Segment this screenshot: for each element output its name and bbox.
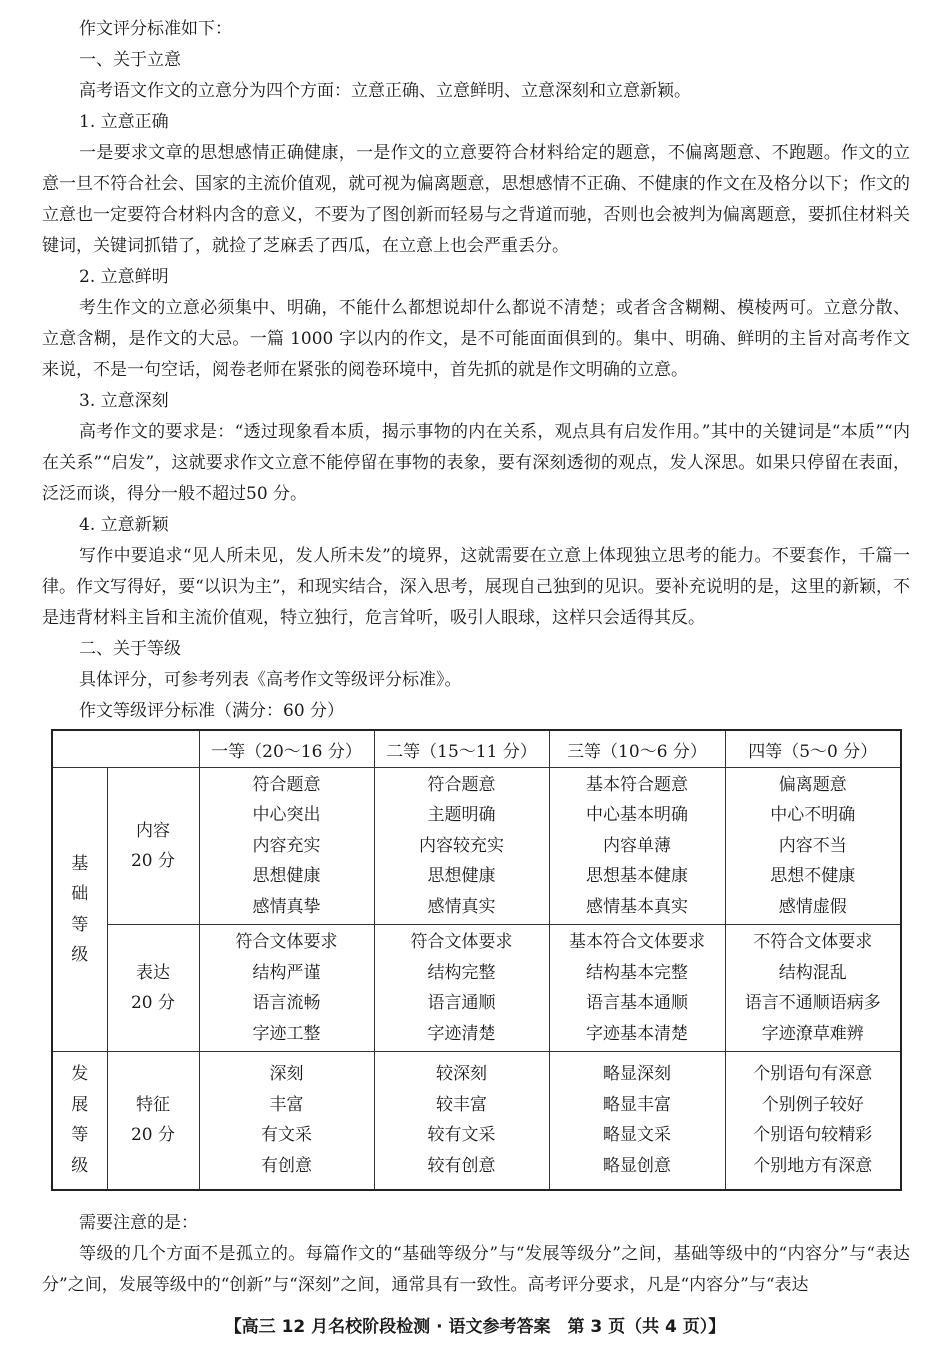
paragraph: 等级的几个方面不是孤立的。每篇作文的“基础等级分”与“发展等级分”之间，基础等级中的“内容分”与“表达分”之间，发展等级中的“创新”与“深刻”之间，通常具有一致性。高考评分要求，凡是“内容分”与“表达 (42, 1244, 910, 1295)
notes-section (42, 1208, 910, 1301)
subsection-heading: 1. 立意正确 (79, 112, 169, 132)
header-grade-1: 一等（20～16 分） (199, 730, 374, 768)
paragraph: 高考作文的要求是：“透过现象看本质，揭示事物的内在关系，观点具有启发作用。”其中的关键词是“本质”“内在关系”“启发”，这就要求作文立意不能停留在事物的表象，要有深刻透彻的观点，发人深思。如果只停留在表面，泛泛而谈，得分一般不超过50 分。 (42, 422, 910, 504)
subsection-heading: 4. 立意新颖 (79, 515, 169, 535)
table-cell: 符合文体要求 结构完整 语言通顺 字迹清楚 (374, 925, 549, 1052)
paragraph: 考生作文的立意必须集中、明确，不能什么都想说却什么都说不清楚；或者含含糊糊、模棱两可。立意分散、立意含糊，是作文的大忌。一篇 1000 字以内的作文，是不可能面面俱到的。集中、明确、鲜明的主旨对高考作文来说，不是一句空话，阅卷老师在紧张的阅卷环境中，首先抓的就是作文明确的立意。 (42, 298, 910, 380)
subsection-heading: 3. 立意深刻 (79, 391, 169, 411)
table-cell: 基本符合文体要求 结构基本完整 语言基本通顺 字迹基本清楚 (549, 925, 725, 1052)
sub-label-content: 内容 20 分 (107, 768, 199, 925)
table-cell: 不符合文体要求 结构混乱 语言不通顺语病多 字迹潦草难辨 (725, 925, 901, 1052)
paragraph: 一是要求文章的思想感情正确健康，一是作文的立意要符合材料给定的题意，不偏离题意、不跑题。作文的立意一旦不符合社会、国家的主流价值观，就可视为偏离题意，思想感情不正确、不健康的作文在及格分以下；作文的立意也一定要符合材料内含的意义，不要为了图创新而轻易与之背道而驰，否则也会被判为偏离题意，要抓住材料关键词，关键词抓错了，就捡了芝麻丢了西瓜，在立意上也会严重丢分。 (42, 143, 910, 256)
body-text (42, 14, 910, 727)
table-cell: 偏离题意 中心不明确 内容不当 思想不健康 感情虚假 (725, 768, 901, 925)
table-cell: 符合题意 主题明确 内容较充实 思想健康 感情真实 (374, 768, 549, 925)
table-row (52, 925, 901, 1052)
notes-heading: 需要注意的是： (79, 1213, 198, 1233)
sub-label-feature: 特征 20 分 (107, 1052, 199, 1190)
group-label-development: 发 展 等 级 (52, 1052, 107, 1190)
table-header-row (52, 730, 901, 768)
section-heading: 二、关于等级 (79, 639, 181, 659)
header-grade-2: 二等（15～11 分） (374, 730, 549, 768)
page-footer: 【高三 12 月名校阶段检测 · 语文参考答案 第 3 页（共 4 页）】 (224, 1317, 726, 1337)
table-cell: 符合题意 中心突出 内容充实 思想健康 感情真挚 (199, 768, 374, 925)
grading-table (51, 729, 902, 1191)
table-cell: 略显深刻 略显丰富 略显文采 略显创意 (549, 1052, 725, 1190)
table-caption: 作文等级评分标准（满分：60 分） (79, 701, 345, 721)
paragraph: 高考语文作文的立意分为四个方面：立意正确、立意鲜明、立意深刻和立意新颖。 (79, 81, 691, 101)
header-grade-3: 三等（10～6 分） (549, 730, 725, 768)
header-grade-4: 四等（5～0 分） (725, 730, 901, 768)
sub-label-expression: 表达 20 分 (107, 925, 199, 1052)
table-cell: 较深刻 较丰富 较有文采 较有创意 (374, 1052, 549, 1190)
section-heading: 一、关于立意 (79, 50, 181, 70)
table-cell: 基本符合题意 中心基本明确 内容单薄 思想基本健康 感情基本真实 (549, 768, 725, 925)
table-cell: 个别语句有深意 个别例子较好 个别语句较精彩 个别地方有深意 (725, 1052, 901, 1190)
paragraph: 作文评分标准如下： (79, 19, 232, 39)
group-label-basic: 基 础 等 级 (52, 768, 107, 1052)
table-row (52, 1052, 901, 1190)
table-cell: 符合文体要求 结构严谨 语言流畅 字迹工整 (199, 925, 374, 1052)
paragraph: 写作中要追求“见人所未见，发人所未发”的境界，这就需要在立意上体现独立思考的能力。不要套作，千篇一律。作文写得好，要“以识为主”，和现实结合，深入思考，展现自己独到的见识。要补充说明的是，这里的新颖，不是违背材料主旨和主流价值观，特立独行，危言耸听，吸引人眼球，这样只会适得其反。 (42, 546, 910, 628)
table-cell: 深刻 丰富 有文采 有创意 (199, 1052, 374, 1190)
table-corner-cell (52, 730, 199, 768)
paragraph: 具体评分，可参考列表《高考作文等级评分标准》。 (79, 670, 462, 690)
table-row (52, 768, 901, 925)
subsection-heading: 2. 立意鲜明 (79, 267, 169, 287)
